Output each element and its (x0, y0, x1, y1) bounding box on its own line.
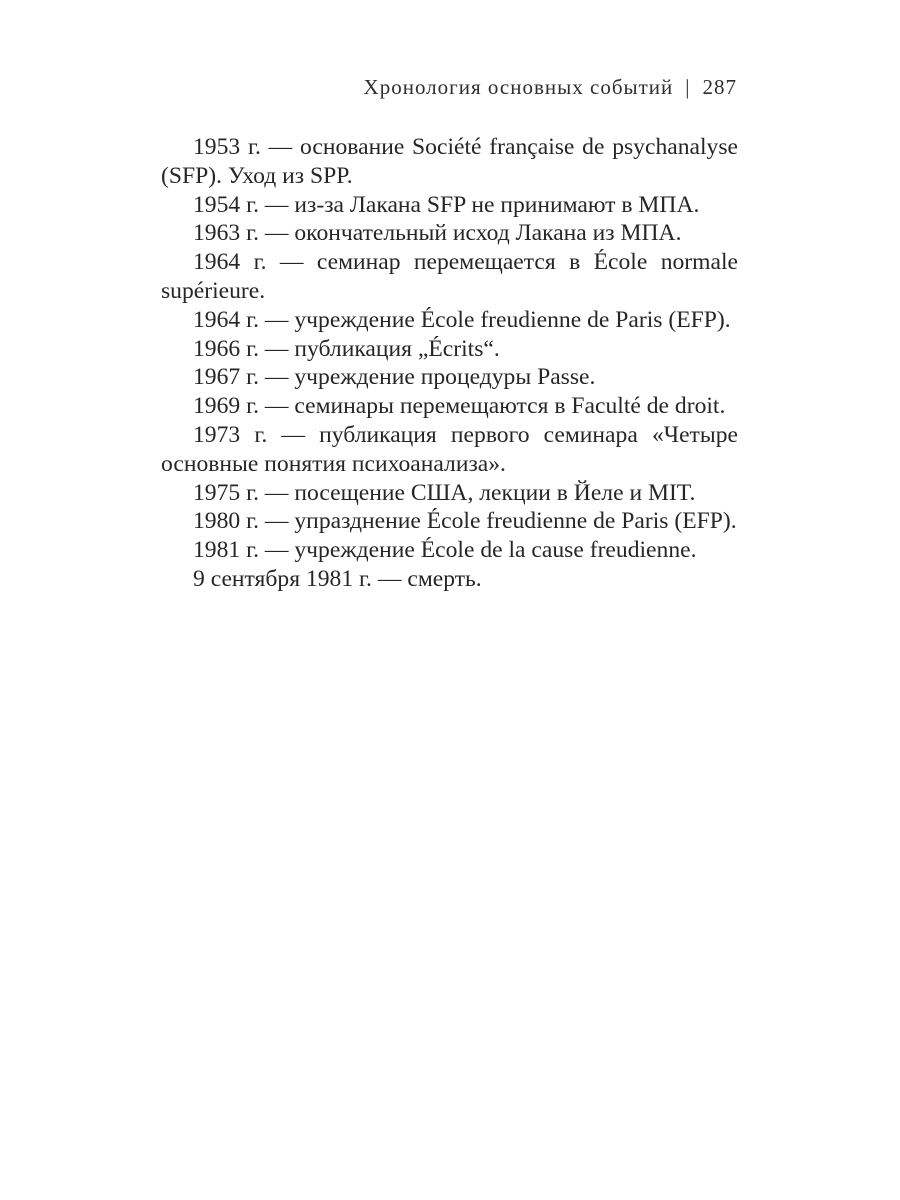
chronology-entry: 1969 г. — семинары перемещаются в Faculté de droit. (193, 393, 726, 420)
running-header (364, 75, 737, 100)
chronology-entry: 1954 г. — из-за Лакана SFP не принимают в МПА. (193, 191, 700, 218)
chronology-entry: 1980 г. — упразднение École freudienne de Paris (EFP). (193, 508, 737, 535)
header-separator: | (685, 75, 691, 99)
chronology-entry: 1966 г. — публикация „Écrits“. (193, 335, 500, 362)
chronology-entry: 1967 г. — учреждение процедуры Passe. (193, 364, 596, 391)
chronology-entry: 1963 г. — окончательный исход Лакана из МПА. (193, 220, 682, 247)
chronology-entry: 9 сентября 1981 г. — смерть. (193, 565, 482, 592)
chronology-entry: 1964 г. — учреждение École freudienne de Paris (EFP). (193, 306, 731, 333)
chronology-entry: 1981 г. — учреждение École de la cause freudienne. (193, 537, 697, 564)
chronology-list (161, 133, 738, 594)
chronology-entry: 1964 г. — семинар перемещается в École normale supérieure. (161, 249, 738, 304)
chronology-entry: 1975 г. — посещение США, лекции в Йеле и MIT. (193, 479, 696, 506)
page-number: 287 (702, 75, 737, 99)
chronology-entry: 1973 г. — публикация первого семинара «Четыре основные понятия психоанализа». (161, 421, 738, 477)
chapter-title: Хронология основных событий (363, 75, 674, 99)
chronology-entry: 1953 г. — основание Société française de psychanalyse (SFP). Уход из SPP. (161, 134, 738, 189)
